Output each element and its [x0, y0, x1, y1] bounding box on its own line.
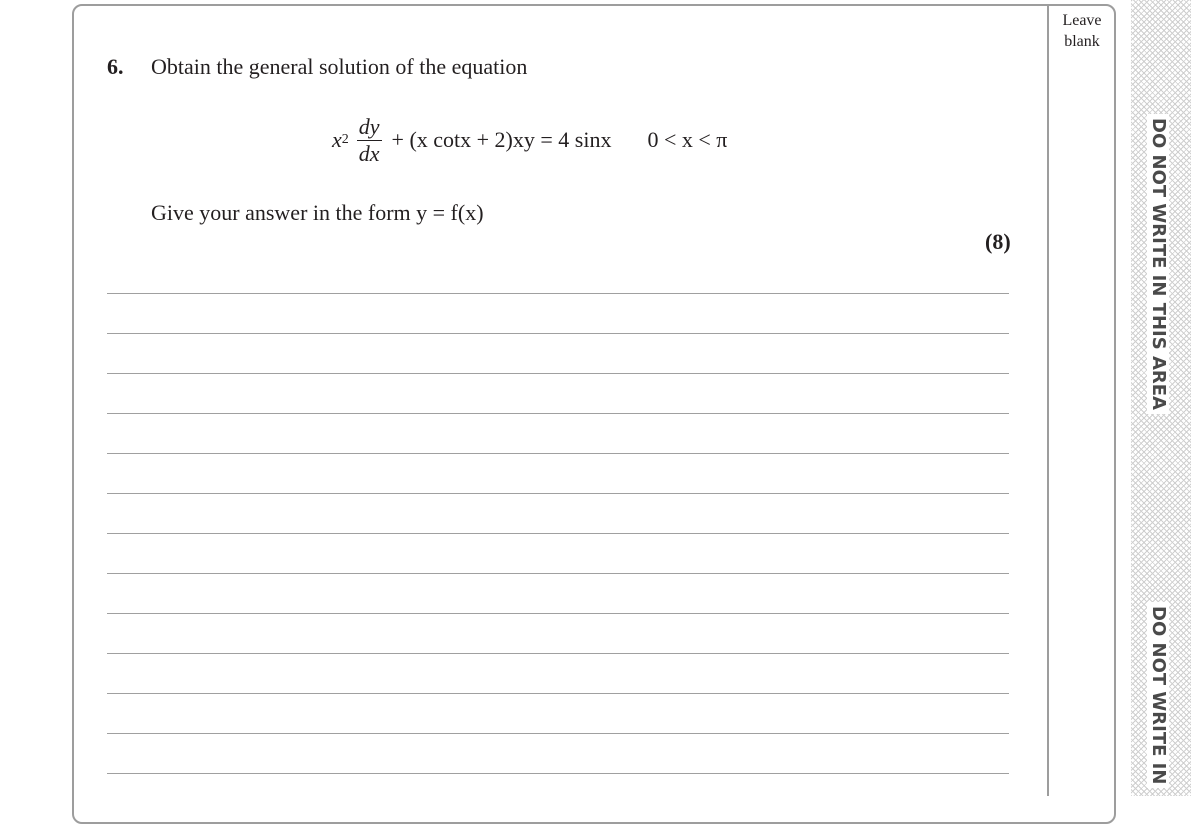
do-not-write-warning-lower: DO NOT WRITE IN — [1147, 602, 1169, 788]
answer-line[interactable] — [107, 693, 1009, 733]
question-number: 6. — [107, 54, 124, 79]
answer-line[interactable] — [107, 573, 1009, 613]
answer-line[interactable] — [107, 773, 1009, 813]
equation-power: 2 — [341, 132, 349, 147]
do-not-write-warning: DO NOT WRITE IN THIS AREA — [1147, 114, 1169, 414]
equation-rhs: + (x cotx + 2)xy = 4 sinx — [391, 127, 612, 152]
fraction-denominator: dx — [358, 140, 380, 166]
leave-blank-label — [1051, 10, 1113, 52]
differential-equation — [332, 108, 727, 172]
answer-form-instruction: Give your answer in the form y = f(x) — [151, 200, 484, 225]
margin-rule — [1047, 5, 1049, 796]
equation-range: 0 < x < π — [647, 127, 728, 152]
answer-line[interactable] — [107, 653, 1009, 693]
answer-line[interactable] — [107, 333, 1009, 373]
answer-line[interactable] — [107, 733, 1009, 773]
leave-blank-line1: Leave — [1062, 12, 1102, 29]
answer-line[interactable] — [107, 493, 1009, 533]
fraction-numerator: dy — [358, 113, 380, 139]
answer-line[interactable] — [107, 453, 1009, 493]
answer-line[interactable] — [107, 613, 1009, 653]
answer-line[interactable] — [107, 533, 1009, 573]
marks-label: (8) — [985, 229, 1011, 254]
leave-blank-line2: blank — [1064, 33, 1100, 50]
question-prompt: Obtain the general solution of the equation — [151, 54, 528, 79]
answer-line[interactable] — [107, 293, 1009, 333]
answer-lines[interactable] — [107, 293, 1009, 813]
answer-line[interactable] — [107, 373, 1009, 413]
equation-x: x — [332, 127, 342, 152]
answer-line[interactable] — [107, 413, 1009, 453]
derivative-fraction — [357, 114, 382, 167]
